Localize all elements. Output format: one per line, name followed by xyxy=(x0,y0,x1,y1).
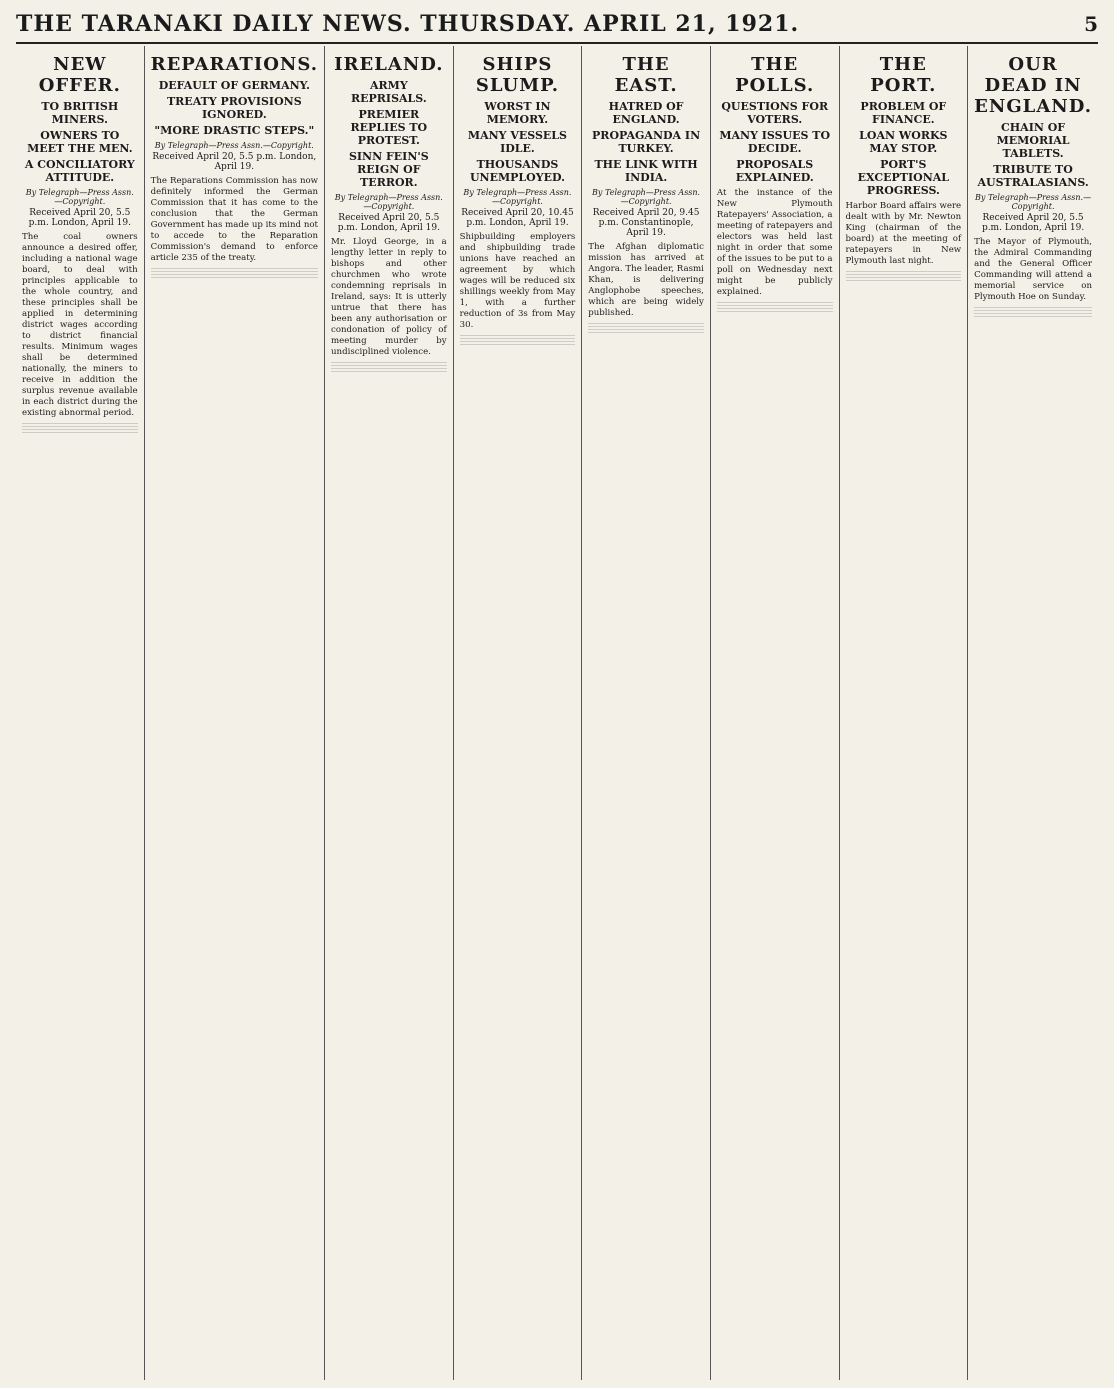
subheading-3: "MORE DRASTIC STEPS." xyxy=(154,124,315,137)
byline: By Telegraph—Press Assn.—Copyright. xyxy=(592,188,701,206)
subheading-1: HATRED OF ENGLAND. xyxy=(608,100,684,126)
page-number: 5 xyxy=(1084,12,1098,36)
article-paragraph: The Mayor of Plymouth, the Admiral Commanding and the General Officer Commanding will attend a memorial service on Plymouth Hoe on Sunday. xyxy=(974,237,1092,302)
column-heading: NEW OFFER. xyxy=(38,54,121,96)
byline: By Telegraph—Press Assn.—Copyright. xyxy=(334,193,443,211)
article-paragraph: Mr. Lloyd George, in a lengthy letter in reply to bishops and other churchmen who wrote condemning reprisals in Ireland, says: It is utterly untrue that there has been any authorisation or condonation of policy of meeting murder by undisciplined violence. xyxy=(331,237,447,357)
subheading-1: DEFAULT OF GERMANY. xyxy=(158,79,310,92)
subheading-1: QUESTIONS FOR VOTERS. xyxy=(721,100,829,126)
column-heading: THE PORT. xyxy=(870,54,937,96)
article-paragraph: The coal owners announce a desired offer, including a national wage board, to deal with principles applicable to the whole country, and these principles shall be applied in determining district wages according to district financial results. Minimum wages shall be determined nationally, the miners to receive in addition the surplus revenue available in each district during the existing abnormal period. xyxy=(22,232,138,418)
article-paragraph: At the instance of the New Plymouth Ratepayers' Association, a meeting of ratepayers and electors was held last night in order that some of the issues to be put to a poll on Wednesday next might be publicly explained. xyxy=(716,188,833,297)
text-filler xyxy=(717,302,833,312)
subheading-3: PROPOSALS EXPLAINED. xyxy=(735,158,814,184)
text-filler xyxy=(151,268,318,278)
column-8 xyxy=(968,46,1098,1380)
subheading-3: PORT'S EXCEPTIONAL PROGRESS. xyxy=(857,158,950,197)
text-filler xyxy=(974,307,1092,317)
column-heading: THE EAST. xyxy=(614,54,678,96)
byline: By Telegraph—Press Assn.—Copyright. xyxy=(975,193,1092,211)
text-filler xyxy=(22,423,138,433)
column-heading: REPARATIONS. xyxy=(150,54,319,75)
subheading-2: MANY ISSUES TO DECIDE. xyxy=(719,129,831,155)
subheading-2: PREMIER REPLIES TO PROTEST. xyxy=(350,108,428,147)
subheading-1: WORST IN MEMORY. xyxy=(484,100,551,126)
dateline: Received April 20, 10.45 p.m. London, April 19. xyxy=(461,208,574,228)
subheading-3: A CONCILIATORY ATTITUDE. xyxy=(24,158,135,184)
subheading-2: OWNERS TO MEET THE MEN. xyxy=(27,129,133,155)
subheading-2: PROPAGANDA IN TURKEY. xyxy=(592,129,701,155)
column-3 xyxy=(325,46,454,1380)
column-6 xyxy=(711,46,840,1380)
subheading-3: THOUSANDS UNEMPLOYED. xyxy=(469,158,565,184)
text-filler xyxy=(588,323,704,333)
subheading-2: LOAN WORKS MAY STOP. xyxy=(859,129,948,155)
column-7 xyxy=(840,46,969,1380)
column-1 xyxy=(16,46,145,1380)
article-paragraph: Shipbuilding employers and shipbuilding trade unions have reached an agreement by which wages will be reduced six shillings weekly from May 1, with a further reduction of 3s from May 30. xyxy=(459,232,576,330)
text-filler xyxy=(846,271,962,281)
byline: By Telegraph—Press Assn.—Copyright. xyxy=(25,188,134,206)
column-2 xyxy=(145,46,325,1380)
subheading-2: TREATY PROVISIONS IGNORED. xyxy=(166,95,302,121)
column-4 xyxy=(454,46,583,1380)
dateline: Received April 20, 5.5 p.m. London, April 19. xyxy=(981,213,1085,233)
subheading-1: TO BRITISH MINERS. xyxy=(41,100,119,126)
article-paragraph: Harbor Board affairs were dealt with by Mr. Newton King (chairman of the board) at the meeting of ratepayers in New Plymouth last night. xyxy=(845,201,962,266)
text-filler xyxy=(460,335,576,345)
article-paragraph: The Reparations Commission has now definitely informed the German Commission that it has come to the conclusion that the German Government has made up its mind not to accede to the Reparation Commission's demand to enforce article 235 of the treaty. xyxy=(150,176,319,263)
subheading-1: CHAIN OF MEMORIAL TABLETS. xyxy=(996,121,1070,160)
column-heading: THE POLLS. xyxy=(735,54,815,96)
column-grid xyxy=(16,46,1098,1380)
column-heading: IRELAND. xyxy=(334,54,444,75)
column-5 xyxy=(582,46,711,1380)
masthead xyxy=(16,6,1098,44)
byline: By Telegraph—Press Assn.—Copyright. xyxy=(154,141,314,150)
byline: By Telegraph—Press Assn.—Copyright. xyxy=(463,188,572,206)
dateline: Received April 20, 5.5 p.m. London, April 19. xyxy=(28,208,131,228)
subheading-3: SINN FEIN'S REIGN OF TERROR. xyxy=(348,150,429,189)
subheading-2: MANY VESSELS IDLE. xyxy=(467,129,567,155)
column-heading: SHIPS SLUMP. xyxy=(475,54,560,96)
subheading-1: ARMY REPRISALS. xyxy=(350,79,427,105)
column-heading: OUR DEAD IN ENGLAND. xyxy=(974,54,1092,117)
subheading-1: PROBLEM OF FINANCE. xyxy=(860,100,947,126)
newspaper-title: THE TARANAKI DAILY NEWS. THURSDAY. APRIL 21, 1921. xyxy=(16,11,800,37)
dateline: Received April 20, 9.45 p.m. Constantinople, April 19. xyxy=(592,208,700,238)
subheading-3: THE LINK WITH INDIA. xyxy=(594,158,698,184)
subheading-2: TRIBUTE TO AUSTRALASIANS. xyxy=(977,163,1089,189)
article-paragraph: The Afghan diplomatic mission has arrived at Angora. The leader, Rasmi Khan, is delivering Anglophobe speeches, which are being widely published. xyxy=(588,242,704,318)
dateline: Received April 20, 5.5 p.m. London, April 19. xyxy=(337,213,440,233)
dateline: Received April 20, 5.5 p.m. London, April 19. xyxy=(152,152,317,172)
text-filler xyxy=(331,362,447,372)
